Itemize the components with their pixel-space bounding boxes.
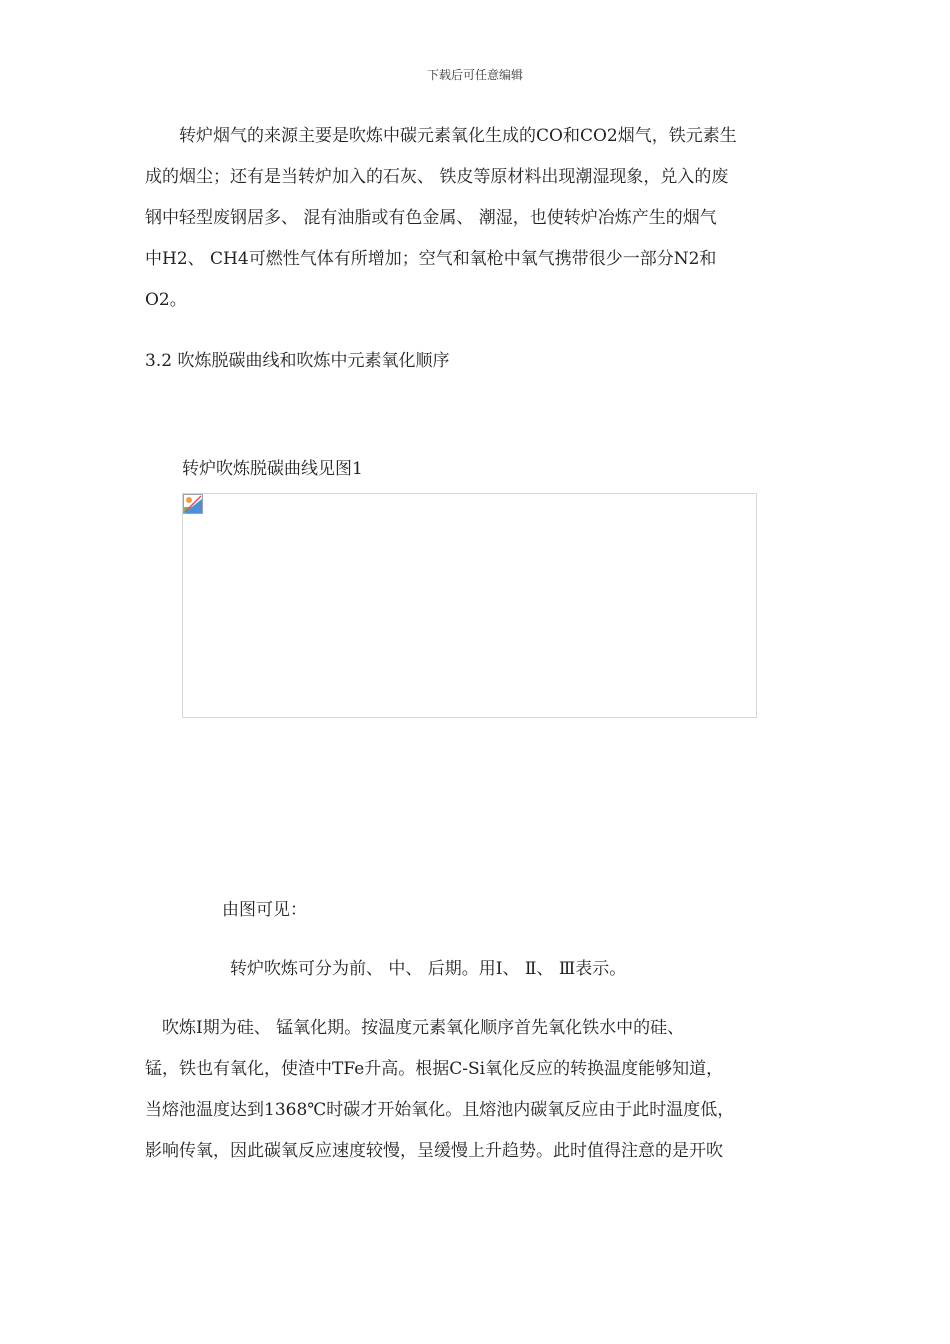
stages-text: 转炉吹炼可分为前、 中、 后期。用Ⅰ、 Ⅱ、 Ⅲ表示。: [230, 959, 627, 979]
paragraph-line: 中H2、 CH4可燃性气体有所增加；空气和氧枪中氧气携带很少一部分N2和: [145, 249, 717, 269]
paragraph-line: 成的烟尘；还有是当转炉加入的石灰、 铁皮等原材料出现潮湿现象，兑入的废: [145, 167, 729, 187]
page-header: 下载后可任意编辑: [426, 68, 523, 82]
paragraph-line: 当熔池温度达到1368℃时碳才开始氧化。且熔池内碳氧反应由于此时温度低，: [145, 1100, 735, 1120]
paragraph-line: O2。: [145, 290, 187, 310]
paragraph-flue-gas-source: [145, 116, 810, 321]
paragraph-line: 影响传氧，因此碳氧反应速度较慢，呈缓慢上升趋势。此时值得注意的是开吹: [145, 1141, 723, 1161]
paragraph-line: 吹炼Ⅰ期为硅、 锰氧化期。按温度元素氧化顺序首先氧化铁水中的硅、: [145, 1018, 685, 1038]
figure-caption: 转炉吹炼脱碳曲线见图1: [182, 459, 363, 479]
figure-image-placeholder: [182, 493, 757, 718]
section-heading: 3.2 吹炼脱碳曲线和吹炼中元素氧化顺序: [145, 351, 450, 371]
paragraph-line: 锰，铁也有氧化，使渣中TFe升高。根据C-Si氧化反应的转换温度能够知道，: [145, 1059, 724, 1079]
paragraph-line: 钢中轻型废钢居多、 混有油脂或有色金属、 潮湿，也使转炉冶炼产生的烟气: [145, 208, 717, 228]
observe-label: 由图可见：: [222, 900, 307, 920]
broken-image-icon: [183, 494, 203, 514]
paragraph-line: 转炉烟气的来源主要是吹炼中碳元素氧化生成的CO和CO2烟气，铁元素生: [145, 126, 737, 146]
paragraph-stage-one: [145, 1008, 810, 1172]
